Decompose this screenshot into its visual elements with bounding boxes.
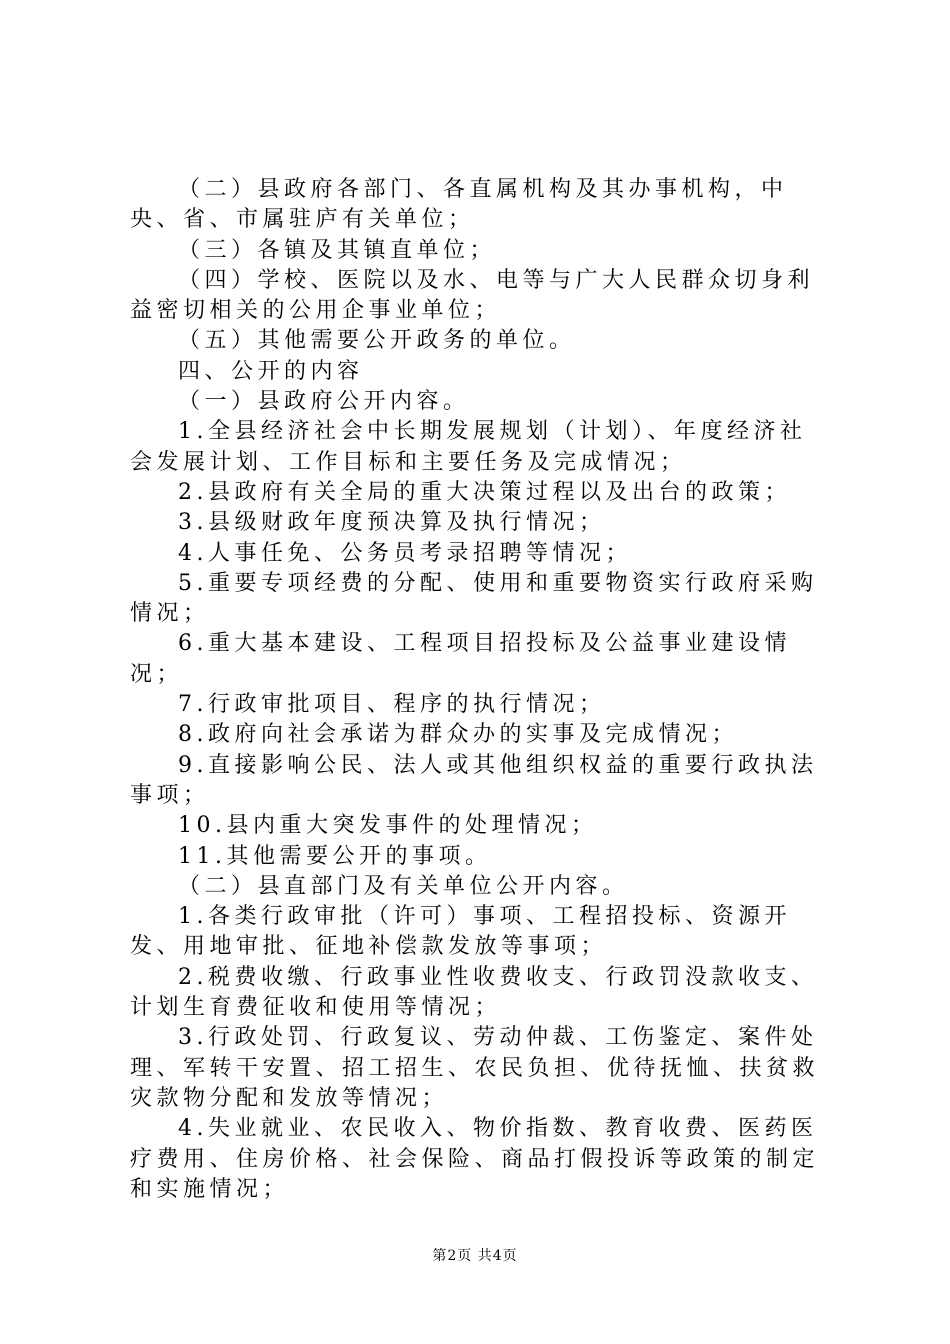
list-item: 3.县级财政年度预决算及执行情况； (178, 510, 606, 536)
section-heading: 四、公开的内容 (178, 358, 364, 384)
subsection-heading: （二）县直部门及有关单位公开内容。 (178, 873, 629, 899)
document-body (130, 175, 830, 1205)
list-item: 3.行政处罚、行政复议、劳动仲裁、工伤鉴定、案件处理、军转干安置、招工招生、农民负担、优待抚恤、扶贫救灾款物分配和发放等情况； (130, 1025, 820, 1111)
paragraph: （三）各镇及其镇直单位； (178, 237, 497, 263)
paragraph: （二）县政府各部门、各直属机构及其办事机构，中央、省、市属驻庐有关单位； (130, 177, 788, 233)
list-item: 4.人事任免、公务员考录招聘等情况； (178, 540, 632, 566)
subsection-heading: （一）县政府公开内容。 (178, 389, 470, 415)
list-item: 5.重要专项经费的分配、使用和重要物资实行政府采购情况； (130, 570, 818, 627)
list-item: 1.各类行政审批（许可）事项、工程招投标、资源开发、用地审批、征地补偿款发放等事项； (130, 904, 791, 960)
list-item: 6.重大基本建设、工程项目招投标及公益事业建设情况； (130, 631, 791, 687)
paragraph: （四）学校、医院以及水、电等与广大人民群众切身利益密切相关的公用企事业单位； (130, 267, 815, 324)
list-item: 8.政府向社会承诺为群众办的实事及完成情况； (178, 722, 738, 748)
list-item: 10.县内重大突发事件的处理情况； (178, 813, 598, 839)
list-item: 2.县政府有关全局的重大决策过程以及出台的政策； (178, 479, 791, 505)
page-number: 第2页 共4页 (432, 1248, 518, 1264)
list-item: 7.行政审批项目、程序的执行情况； (178, 692, 606, 718)
list-item: 4.失业就业、农民收入、物价指数、教育收费、医药医疗费用、住房价格、社会保险、商品打假投诉等政策的制定和实施情况； (130, 1116, 820, 1202)
paragraph: （五）其他需要公开政务的单位。 (178, 328, 576, 354)
list-item: 9.直接影响公民、法人或其他组织权益的重要行政执法事项； (130, 752, 818, 808)
list-item: 1.全县经济社会中长期发展规划（计划）、年度经济社会发展计划、工作目标和主要任务及完成情况； (130, 419, 807, 475)
list-item: 11.其他需要公开的事项。 (178, 843, 492, 869)
list-item: 2.税费收缴、行政事业性收费收支、行政罚没款收支、计划生育费征收和使用等情况； (130, 964, 818, 1021)
